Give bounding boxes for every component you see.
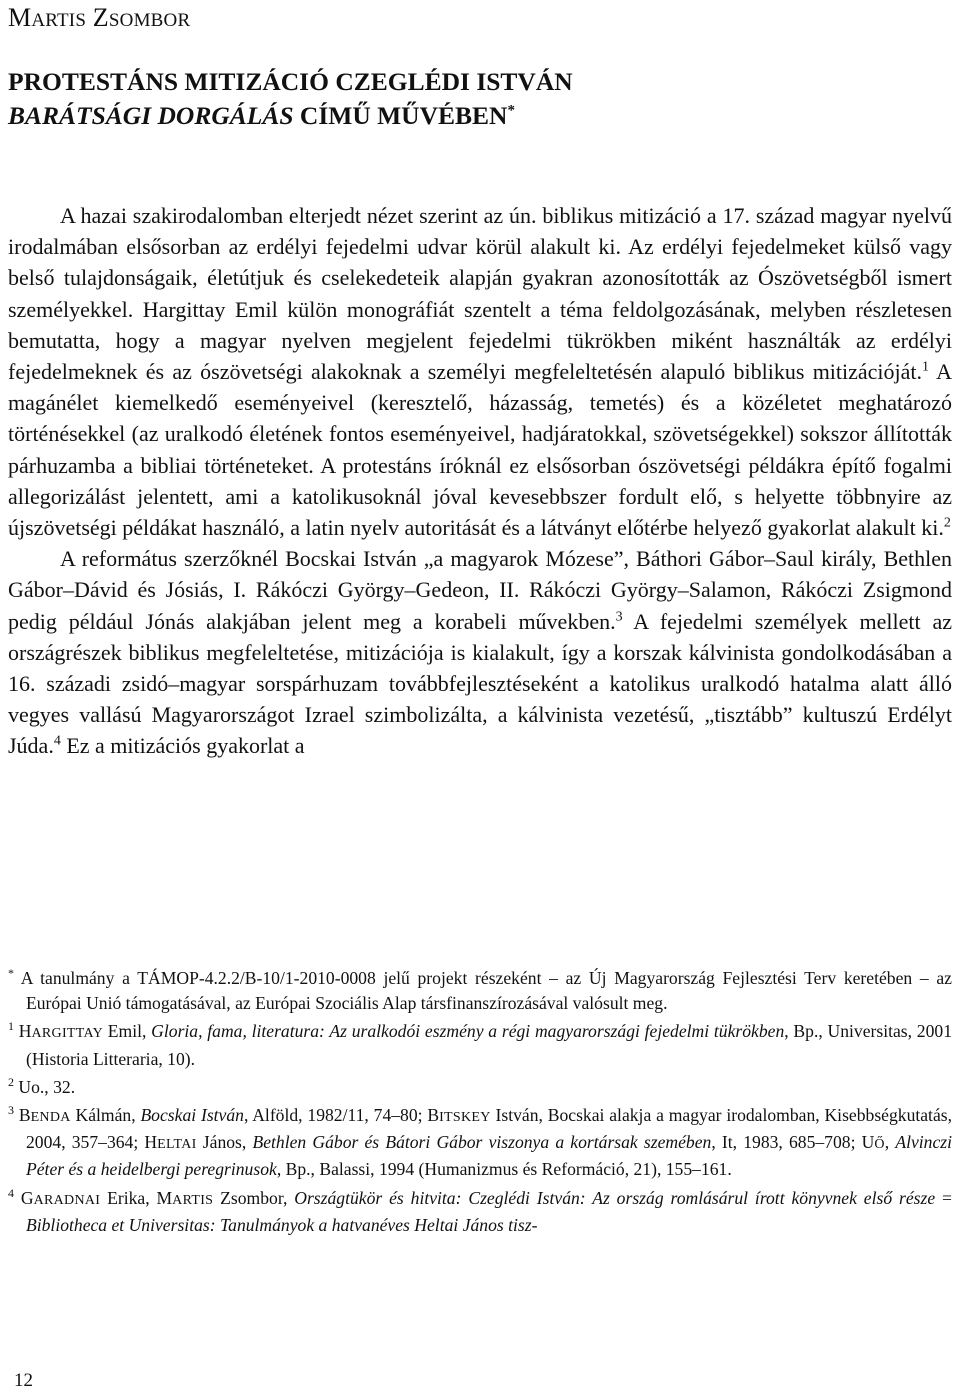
title-work-name: BARÁTSÁGI DORGÁLÁS: [8, 101, 294, 130]
footnote-1: [8, 1019, 952, 1071]
fn1-book-title: Gloria, fama, literatura: Az uralkodói eszmény a régi magyarországi fejedelmi tükrökben: [151, 1021, 785, 1042]
fn4-text-e: Zsombor,: [213, 1187, 295, 1208]
paragraph-1: [8, 200, 952, 543]
paragraph-1-text-b: A magánélet kiemelkedő eseményeivel (keresztelő, házasság, temetés) és a közéletet meghatározó történésekkel (az uralkodó életének fontos eseményeivel, hadjáratokkal, szövetségekkel) sokszor állították párhuzamba a bibliai történeteket. A protestáns íróknál ez elsősorban ószövetségi példákra építő fogalmi allegorizálást jelentett, ami a katolikusoknál jóval kevesebbszer fordult elő, s helyette többnyire az újszövetségi példákat használó, a latin nyelv autoritását és a látványt előtérbe helyező gyakorlat alakult ki.: [8, 359, 952, 541]
fn3-text-b: Kálmán,: [70, 1105, 141, 1126]
title-footnote-mark[interactable]: *: [507, 102, 515, 119]
fn4-author-2-rest: ARTIS: [172, 1192, 214, 1208]
fn3-text-l: ,: [884, 1132, 896, 1153]
fn3-author-initial: B: [14, 1105, 31, 1126]
footnote-star-mark: *: [8, 966, 14, 981]
footnote-3-mark: 3: [8, 1103, 14, 1118]
fn4-text-c: Erika, M: [100, 1187, 173, 1208]
fn3-author-3-rest: ELTAI: [157, 1137, 197, 1153]
paragraph-1-text-a: A hazai szakirodalomban elterjedt nézet szerint az ún. biblikus mitizáció a 17. század magyar nyelvű irodalmában elsősorban az erdélyi fejedelmi udvar körül alakult ki. Az erdélyi fejedelmeket külső vagy belső tulajdonságaik, életútjuk és cselekedeteik alapján gyakran azonosították az Ószövetségből ismert személyekkel. Hargittay Emil külön monográfiát szentelt a téma feldolgozásának, melyben részletesen bemutatta, hogy a magyar nyelven megjelent fejedelmi tükrökben miként használták az erdélyi fejedelmeknek és az ószövetségi alakoknak a személyi megfeleltetésén alapuló biblikus mitizációját.: [8, 203, 952, 385]
fn3-text-j: , It, 1983, 685–708; U: [711, 1132, 875, 1153]
author-initial: M: [8, 3, 32, 32]
fn4-author-rest: ARADNAI: [33, 1192, 101, 1208]
fn4-title-1: Országtükör és hitvita: Czeglédi István: Az ország romlásárul írott könyvnek első része: [294, 1187, 936, 1208]
title-line-2-rest: CÍMŰ MŰVÉBEN: [293, 101, 508, 130]
author-initial-last: Z: [92, 3, 109, 32]
fn4-author-initial: G: [14, 1187, 34, 1208]
title-line-1: PROTESTÁNS MITIZÁCIÓ CZEGLÉDI ISTVÁN: [8, 67, 573, 96]
footnote-3: [8, 1103, 953, 1183]
footnote-ref-1[interactable]: 1: [922, 359, 930, 375]
fn3-text-h: János,: [196, 1132, 253, 1153]
footnote-2-mark: 2: [8, 1074, 14, 1089]
author-name: [8, 3, 190, 33]
fn3-title-1: Bocskai István: [140, 1105, 244, 1126]
article-title: [8, 65, 573, 133]
fn3-title-2: Bethlen Gábor és Bátori Gábor viszonya a kortársak szemében: [252, 1132, 712, 1153]
author-last-rest: SOMBOR: [108, 10, 191, 31]
fn3-author-2-rest: ITSKEY: [439, 1110, 491, 1126]
fn1-text-b: Emil,: [103, 1021, 152, 1042]
footnote-4-mark: 4: [8, 1185, 14, 1200]
footnote-ref-3[interactable]: 3: [615, 609, 623, 625]
fn3-text-d: , Alföld, 1982/11, 74–80; B: [243, 1105, 440, 1126]
fn2-text: Uo., 32.: [14, 1076, 76, 1097]
body-text: [8, 200, 952, 762]
author-first-rest: ARTIS: [31, 10, 87, 31]
footnote-star-text: A tanulmány a TÁMOP-4.2.2/B-10/1-2010-0008 jelű projekt részeként – az Új Magyarország Fejlesztési Terv keretében – az Európai Unió támogatásával, az Európai Szociális Alap társfinanszírozásával valósult meg.: [14, 968, 952, 1014]
footnote-2: [8, 1074, 952, 1100]
paragraph-2-text-a: A református szerzőknél Bocskai István „a magyarok Mózese”, Báthori Gábor–Saul király, Bethlen Gábor–Dávid és Jósiás, I. Rákóczi György–Gedeon, II. Rákóczi György–Salamon, Rákóczi Zsigmond pedig például Jónás alakjában jelent meg a korabeli művekben.: [8, 546, 952, 634]
fn4-title-2: Bibliotheca et Universitas: Tanulmányok a hatvanéves Heltai János tisz-: [26, 1214, 538, 1235]
fn3-author-rest: ENDA: [30, 1110, 71, 1126]
footnote-4: [8, 1185, 952, 1238]
fn3-uo-rest: Ő: [874, 1137, 885, 1153]
fn3-text-n: , Bp., Balassi, 1994 (Humanizmus és Reformáció, 21), 155–161.: [276, 1159, 732, 1180]
fn3-title-3: Alvinczi Péter és a heidelbergi peregrinusok: [26, 1132, 953, 1180]
paragraph-2-text-b: A fejedelmi személyek mellett az országrészek biblikus megfeleltetése, mitizációja is kialakult, így a korszak kálvinista gondolkodásában a 16. századi zsidó–magyar sorspárhuzam továbbfejlesztéseként a katolikus uralkodó hatalma alatt álló vegyes vallású Magyarországot Izrael szimbolizálta, a kálvinista vezetésű, „tisztább” kultuszú Erdélyt Júda.: [8, 608, 952, 759]
footnotes: [8, 966, 952, 1238]
fn1-text-d: , Bp., Universitas, 2001 (Historia Litteraria, 10).: [26, 1021, 952, 1069]
fn1-author-rest: ARGITTAY: [31, 1026, 104, 1042]
fn3-text-f: István, Bocskai alakja a magyar irodalomban, Kisebbségkutatás, 2004, 357–364; H: [26, 1105, 952, 1153]
paragraph-2: [8, 543, 952, 761]
fn1-author-initial: H: [14, 1021, 32, 1042]
fn4-text-g: =: [935, 1187, 952, 1208]
paragraph-2-text-c: Ez a mitizációs gyakorlat a: [60, 733, 305, 759]
footnote-ref-2[interactable]: 2: [943, 515, 951, 531]
footnote-ref-4[interactable]: 4: [53, 734, 61, 750]
footnote-1-mark: 1: [8, 1019, 14, 1034]
title-line-2: [8, 99, 573, 133]
footnote-star: [8, 966, 952, 1016]
page-number: 12: [14, 1370, 33, 1391]
